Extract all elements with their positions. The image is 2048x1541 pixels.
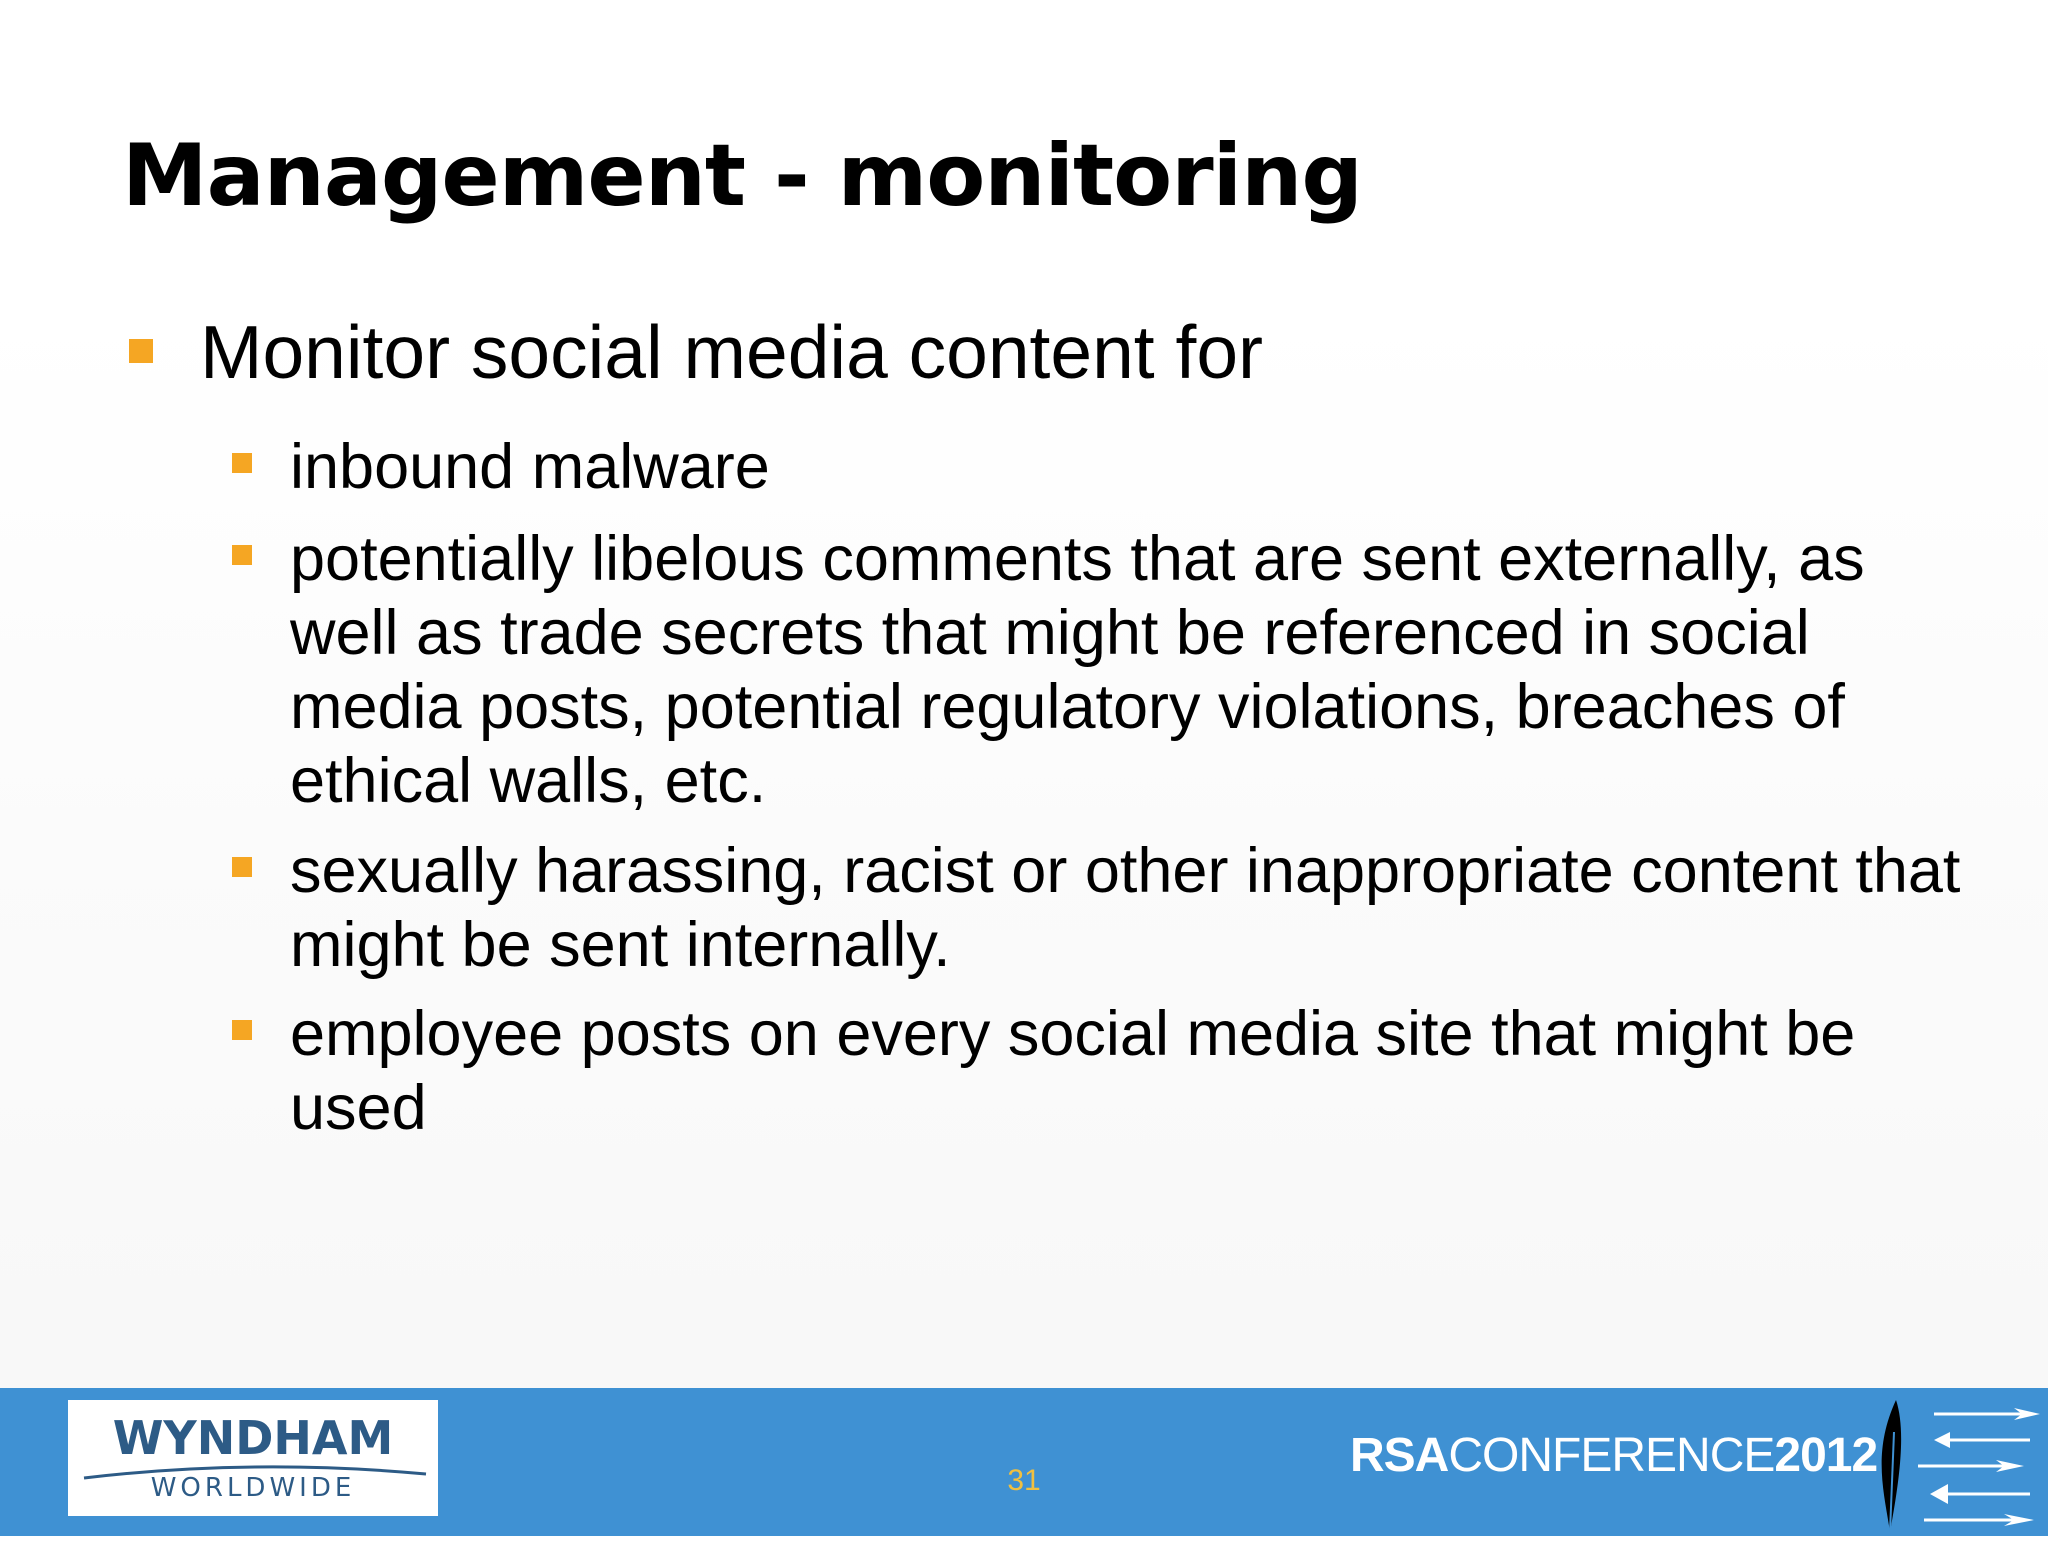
slide-title: Management - monitoring	[122, 126, 1362, 226]
sub-bullet-item: potentially libelous comments that are sent externally, as well as trade secrets that might be referenced in social media posts, potential regulatory violations, breaches of ethical walls, etc.	[290, 524, 1865, 816]
rsa-wordmark: RSA	[1350, 1429, 1449, 1482]
sub-bullet-marker	[232, 545, 252, 565]
sub-bullet-marker	[232, 1020, 252, 1040]
bullet-marker	[129, 339, 153, 363]
sub-bullet-item: employee posts on every social media site that might be used	[290, 999, 1856, 1143]
sub-bullet-marker	[232, 857, 252, 877]
wyndham-tagline: WORLDWIDE	[150, 1473, 356, 1503]
bullet-item: Monitor social media content for	[200, 310, 1264, 394]
rsa-conference-logo	[1350, 1428, 1877, 1484]
conference-wordmark: CONFERENCE	[1448, 1429, 1775, 1482]
sub-bullet-item: sexually harassing, racist or other inappropriate content that might be sent internally.	[290, 836, 1961, 980]
sub-bullet-marker	[232, 453, 252, 473]
wyndham-logo	[68, 1400, 438, 1516]
sub-bullet-item: inbound malware	[290, 432, 770, 502]
conference-year: 2012	[1774, 1429, 1878, 1482]
wyndham-wordmark: WYNDHAM	[112, 1411, 394, 1465]
quill-arrows-icon	[1854, 1392, 2044, 1541]
page-number: 31	[1007, 1464, 1041, 1497]
